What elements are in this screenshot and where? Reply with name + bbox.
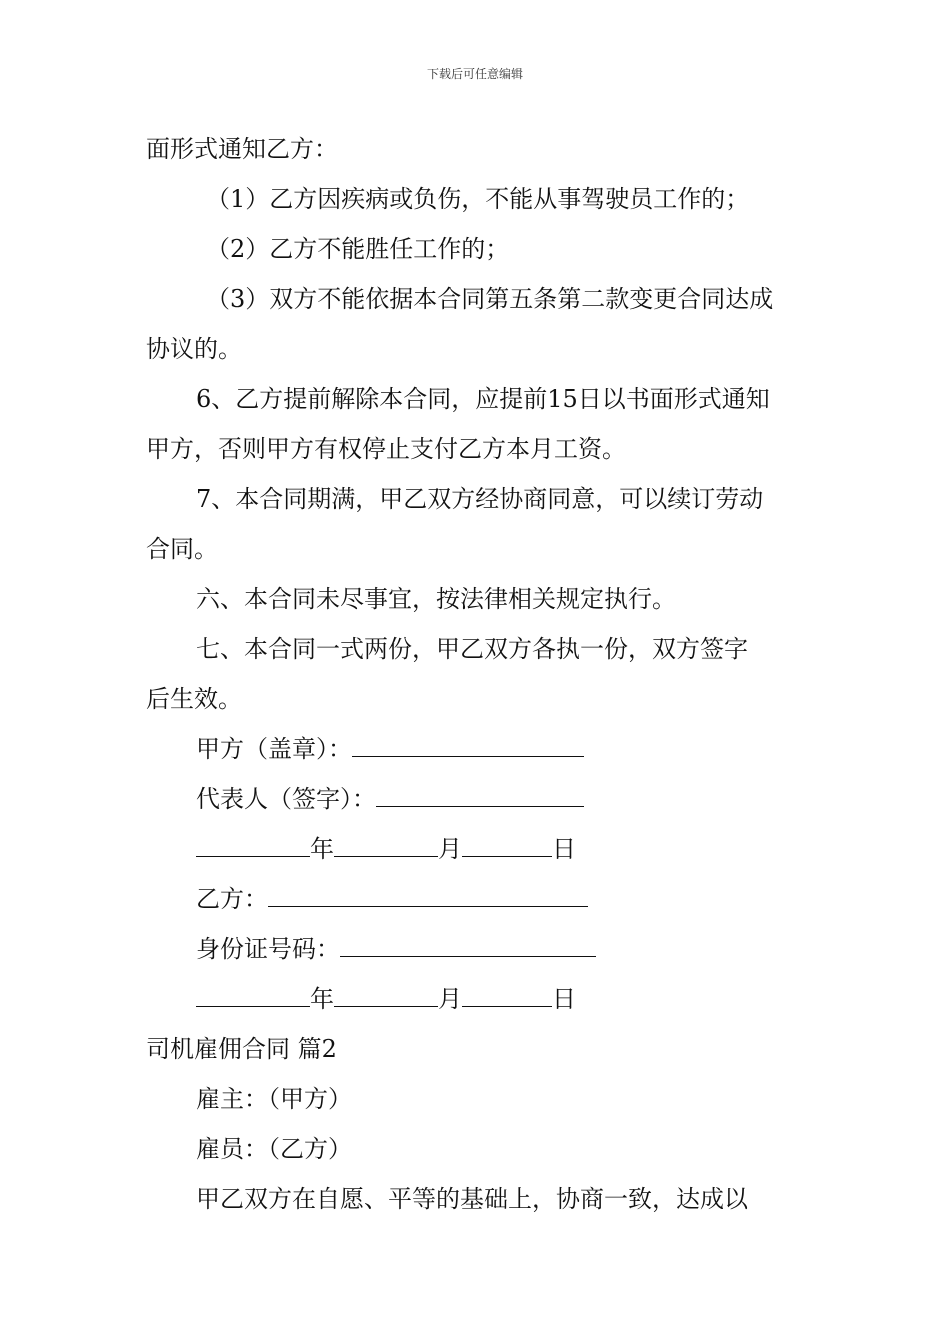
day-blank[interactable] [462,984,552,1007]
paragraph-line: 六、本合同未尽事宜，按法律相关规定执行。 [196,585,676,613]
party-b-label: 乙方： [196,885,268,913]
paragraph-line: 7、本合同期满，甲乙双方经协商同意，可以续订劳动 [196,485,764,513]
month-blank[interactable] [334,984,438,1007]
paragraph-line: 甲乙双方在自愿、平等的基础上，协商一致，达成以 [196,1185,748,1213]
month-blank[interactable] [334,834,438,857]
employer-line: 雇主：（甲方） [196,1085,352,1113]
day-blank[interactable] [462,834,552,857]
list-item: （1）乙方因疾病或负伤，不能从事驾驶员工作的； [206,185,750,213]
party-b-signature-blank[interactable] [268,884,588,907]
list-item: （3）双方不能依据本合同第五条第二款变更合同达成 [206,285,774,313]
paragraph-line: 七、本合同一式两份，甲乙双方各执一份，双方签字 [196,635,748,663]
employee-line: 雇员：（乙方） [196,1135,352,1163]
party-a-label: 甲方（盖章）： [196,735,352,763]
year-label: 年 [310,835,334,863]
date-line-b [196,984,576,1014]
paragraph-line: 后生效。 [146,685,242,713]
paragraph-line: 甲方，否则甲方有权停止支付乙方本月工资。 [146,435,626,463]
representative-signature-blank[interactable] [376,784,584,807]
paragraph-line: 合同。 [146,535,218,563]
paragraph-line: 面形式通知乙方： [146,135,338,163]
month-label: 月 [438,835,462,863]
month-label: 月 [438,985,462,1013]
id-number-line [196,934,596,964]
representative-signature-line [196,784,584,814]
list-item: （2）乙方不能胜任工作的； [206,235,510,263]
id-number-label: 身份证号码： [196,935,340,963]
party-b-signature-line [196,884,588,914]
year-blank[interactable] [196,834,310,857]
year-label: 年 [310,985,334,1013]
paragraph-line: 协议的。 [146,335,242,363]
paragraph-line: 6、乙方提前解除本合同，应提前15日以书面形式通知 [196,385,770,413]
party-a-signature-blank[interactable] [352,734,584,757]
year-blank[interactable] [196,984,310,1007]
contract-2-title: 司机雇佣合同 篇2 [146,1035,337,1063]
page-header: 下载后可任意编辑 [426,67,523,81]
day-label: 日 [552,835,576,863]
representative-label: 代表人（签字）： [196,785,376,813]
party-a-signature-line [196,734,584,764]
id-number-blank[interactable] [340,934,596,957]
date-line-a [196,834,576,864]
day-label: 日 [552,985,576,1013]
